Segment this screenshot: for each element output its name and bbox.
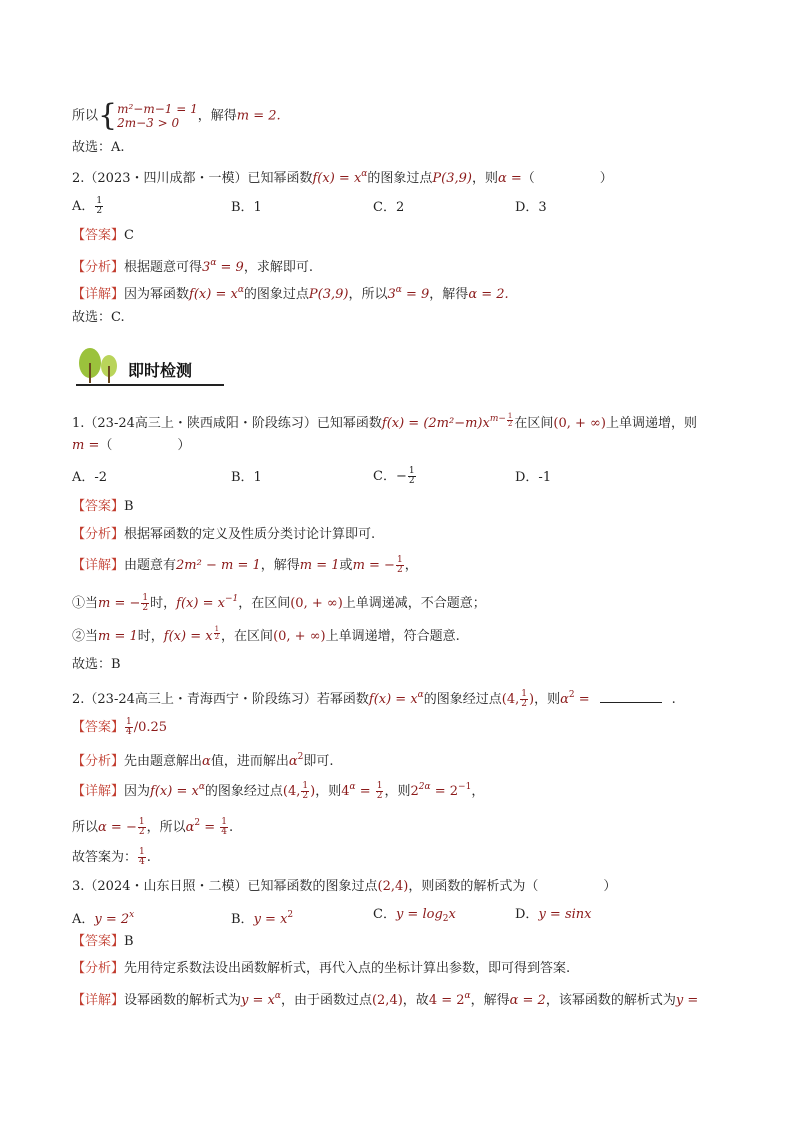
- text: 根据幂函数的定义及性质分类讨论计算即可.: [124, 527, 376, 542]
- text: ，所以: [146, 820, 186, 835]
- math: = 9: [216, 260, 244, 275]
- text: 或: [339, 558, 353, 573]
- fraction: $\frac{1}{2}$: [408, 466, 415, 486]
- math: f(x) = x: [368, 692, 418, 707]
- math: (0, + ∞): [273, 629, 326, 644]
- math: 3: [387, 287, 396, 302]
- text: 值，进而解出: [210, 754, 289, 769]
- fraction: $\frac{1}{2}$: [138, 817, 145, 837]
- math-exponent: −1: [224, 594, 239, 604]
- s1-option-a: A．-2: [72, 470, 108, 485]
- text: ，所以: [348, 287, 388, 302]
- answer-value: B: [124, 934, 134, 949]
- math: =: [574, 692, 590, 707]
- answer-tag: 【答案】: [72, 499, 125, 514]
- s3-option-d: [515, 906, 591, 924]
- s1-detail: 【详解】由题意有2m² − m = 1，解得m = 1或m = − $\frac{1}{2}$ ，: [72, 555, 418, 575]
- text: ，求解即可.: [243, 260, 313, 275]
- math: m = −: [352, 558, 395, 573]
- text: 时，: [137, 629, 164, 644]
- text: 在区间: [514, 416, 554, 431]
- math: (0, + ∞): [290, 596, 343, 611]
- text: .: [671, 692, 676, 707]
- tree-icon: [76, 345, 124, 385]
- math: f(x) = x: [312, 171, 362, 186]
- text: A．: [72, 199, 95, 214]
- answer-tag: 【答案】: [72, 934, 125, 949]
- text: ，该幂函数的解析式为: [545, 993, 676, 1008]
- analysis-tag: 【分析】: [72, 754, 125, 769]
- text: 3.（2024・山东日照・二模）已知幂函数的图象过点: [72, 879, 378, 894]
- math: m = −: [98, 596, 141, 611]
- s2-final: [72, 848, 151, 867]
- section-header: [76, 345, 226, 385]
- q2-detail: 【详解】因为幂函数$f(x) = x^\alpha$的图象过点P(3,9)，所以$3^\alpha = 9$，解得α = 2.: [72, 285, 509, 302]
- text: ，在区间: [221, 629, 274, 644]
- q2-option-b: B．1: [231, 200, 262, 215]
- text: 的图象过点: [367, 171, 433, 186]
- math: α = 2: [509, 993, 546, 1008]
- math: m =: [72, 438, 100, 453]
- text: C．: [373, 907, 396, 922]
- s1-option-c: [373, 467, 417, 486]
- text: 上单调递增，则: [605, 416, 697, 431]
- math: (2,4): [377, 879, 409, 894]
- math: α = 2.: [468, 287, 509, 302]
- text: 即可.: [303, 754, 334, 769]
- math: m = 1: [98, 629, 138, 644]
- analysis-tag: 【分析】: [72, 527, 125, 542]
- math: ): [528, 692, 535, 707]
- fraction: $\frac{1}{2}$: [142, 593, 149, 613]
- fraction: $\frac{1}{2}$: [396, 555, 403, 575]
- text: ，: [471, 784, 485, 799]
- text: 的图象经过点: [204, 784, 283, 799]
- text: ，故: [402, 993, 429, 1008]
- fraction: [95, 197, 103, 216]
- detail-tag: 【详解】: [72, 558, 125, 573]
- q2-option-d: D．3: [515, 200, 547, 215]
- equation-2: 2m−3 > 0: [117, 116, 180, 130]
- math: f(x) = x: [163, 629, 213, 644]
- text: ，则函数的解析式为: [408, 879, 526, 894]
- math: 4 = 2: [428, 993, 465, 1008]
- s1-case1: [72, 590, 486, 613]
- text: ，解得: [470, 993, 510, 1008]
- s3-option-a: A．$y = 2^x$: [72, 910, 135, 927]
- equation-1: m²−m−1 = 1: [117, 102, 198, 116]
- math: y = x: [253, 912, 288, 927]
- math-exponent: m−: [489, 414, 506, 424]
- text: ，由于函数过点: [280, 993, 372, 1008]
- answer-blank[interactable]: [600, 690, 662, 703]
- text: 先用待定系数法设出函数解析式，再代入点的坐标计算出参数，即可得到答案.: [124, 961, 571, 976]
- s1-choose: 故选：B: [72, 657, 121, 672]
- text: 因为: [124, 784, 151, 799]
- brace-icon: {: [98, 98, 118, 133]
- s1-answer: [72, 498, 134, 516]
- s2-stem: 2.（23-24高三上・青海西宁・阶段练习）若幂函数$f(x) = x^\alpha$的图象经过点(4, $\frac{1}{2}$ )，则$\alpha^2$ = .: [72, 689, 676, 709]
- detail-tag: 【详解】: [72, 993, 125, 1008]
- text: ①当: [72, 596, 99, 611]
- text: 2.（2023・四川成都・一模）已知幂函数: [72, 171, 313, 186]
- text: 所以: [72, 108, 99, 124]
- math: m = 2.: [236, 108, 281, 124]
- q2-choose: 故选：C.: [72, 310, 125, 325]
- prev-choose: 故选：A.: [72, 140, 125, 155]
- s3-option-b: B．$y = x^2$: [231, 910, 294, 927]
- text: 根据题意可得: [124, 260, 203, 275]
- text: ，则: [384, 784, 411, 799]
- section-title: 即时检测: [128, 361, 193, 380]
- text: 1.（23-24高三上・陕西咸阳・阶段练习）已知幂函数: [72, 416, 382, 431]
- q2-analysis: 【分析】根据题意可得$3^\alpha = 9$，求解即可.: [72, 258, 313, 275]
- detail-tag: 【详解】: [72, 287, 125, 302]
- math: y = sinx: [538, 907, 592, 922]
- answer-value: /0.25: [133, 720, 168, 735]
- math: α =: [497, 171, 522, 186]
- text: 的图象过点: [243, 287, 309, 302]
- math: m = 1: [299, 558, 340, 573]
- answer-tag: 【答案】: [72, 228, 125, 243]
- s3-detail: 【详解】设幂函数的解析式为$y = x^\alpha$，由于函数过点(2,4)，故$4 = 2^\alpha$，解得α = 2，该幂函数的解析式为y =: [72, 991, 699, 1008]
- math: f(x) = (2m²−m)x: [381, 416, 490, 431]
- s1-stem: [72, 410, 697, 433]
- text: ，解得: [429, 287, 469, 302]
- q2-option-a: [72, 197, 104, 216]
- blank-paren: （ ）: [99, 438, 191, 453]
- math: y = x: [241, 993, 275, 1008]
- math: y = log: [395, 907, 443, 922]
- fraction: $\frac{1}{2}$: [376, 781, 383, 801]
- fraction: $\frac{1}{4}$: [221, 817, 228, 837]
- fraction: $\frac{1}{2}$: [507, 412, 513, 428]
- s3-option-c: C．$y = \log_2x$: [373, 907, 456, 924]
- math: α = −: [98, 820, 137, 835]
- fraction: $\frac{1}{2}$: [302, 781, 309, 801]
- text: A．: [72, 912, 95, 927]
- s2-so: 所以α = − $\frac{1}{2}$ ，所以$\alpha^2$ = $\frac{1}{4}$ .: [72, 817, 234, 837]
- blank-paren: （ ）: [525, 879, 617, 894]
- s3-analysis: [72, 960, 570, 978]
- section-underline: [76, 384, 224, 386]
- s1-option-d: D．-1: [515, 470, 552, 485]
- math: P(3,9): [308, 287, 349, 302]
- math: α: [185, 820, 195, 835]
- math: y = 2: [94, 912, 130, 927]
- math: f(x) = x: [150, 784, 199, 799]
- s1-analysis: [72, 526, 375, 544]
- fraction: $\frac{1}{2}$: [521, 689, 527, 709]
- text: 所以: [72, 820, 99, 835]
- math: α: [560, 692, 569, 707]
- text: ，则: [471, 171, 498, 186]
- blank-paren: （ ）: [521, 171, 613, 186]
- answer-value: C: [124, 228, 134, 243]
- math: α: [202, 754, 211, 769]
- math: 3: [202, 260, 211, 275]
- text: ，在区间: [238, 596, 291, 611]
- s1-option-b: B．1: [231, 470, 262, 485]
- text: 设幂函数的解析式为: [124, 993, 242, 1008]
- text: 时，: [150, 596, 177, 611]
- answer-tag: 【答案】: [72, 720, 125, 735]
- math: (4,: [501, 692, 520, 707]
- math: 2m² − m = 1: [176, 558, 261, 573]
- math: = 9: [401, 287, 430, 302]
- text: .: [146, 850, 151, 865]
- text: ②当: [72, 629, 99, 644]
- s3-answer: [72, 933, 134, 951]
- analysis-tag: 【分析】: [72, 260, 125, 275]
- text: ，则: [315, 784, 342, 799]
- equation-system: [117, 102, 198, 130]
- analysis-tag: 【分析】: [72, 961, 125, 976]
- text: C．−: [373, 469, 407, 484]
- text: 先由题意解出: [124, 754, 203, 769]
- text: ，解得: [260, 558, 300, 573]
- text: 的图象经过点: [423, 692, 502, 707]
- text: 上单调递增，符合题意.: [325, 629, 460, 644]
- answer-value: B: [124, 499, 134, 514]
- prev-system-line: [72, 98, 281, 133]
- s1-case2: [72, 626, 460, 646]
- s3-stem: [72, 878, 616, 896]
- text: ，解得: [197, 108, 237, 124]
- q2-stem: 2.（2023・四川成都・一模）已知幂函数$f(x) = x^\alpha$的图象过点P(3,9)，则α =（ ）: [72, 169, 613, 186]
- text: 因为幂函数: [124, 287, 190, 302]
- s2-answer: [72, 718, 167, 737]
- math: y =: [675, 993, 699, 1008]
- text: D．: [515, 907, 539, 922]
- text: B．: [231, 912, 254, 927]
- s2-analysis: 【分析】先由题意解出α值，进而解出$\alpha^2$即可.: [72, 752, 334, 769]
- q2-option-c: C．2: [373, 200, 405, 215]
- fraction: $\frac{1}{4}$: [126, 717, 132, 737]
- math: f(x) = x: [189, 287, 238, 302]
- num: 1: [96, 196, 103, 206]
- s2-detail: 【详解】因为$f(x) = x^\alpha$的图象经过点(4, $\frac{1}{2}$ )，则$4^\alpha$ = $\frac{1}{2}$ ，则$2^{2\alpha} = 2^{-1}$，: [72, 781, 485, 801]
- math: P(3,9): [432, 171, 472, 186]
- math: (0, + ∞): [553, 416, 606, 431]
- text: 由题意有: [124, 558, 177, 573]
- text: 2.（23-24高三上・青海西宁・阶段练习）若幂函数: [72, 692, 369, 707]
- text: ，则: [534, 692, 561, 707]
- math: f(x) = x: [176, 596, 225, 611]
- text: 上单调递减，不合题意；: [342, 596, 486, 611]
- detail-tag: 【详解】: [72, 784, 125, 799]
- q2-answer: [72, 227, 134, 245]
- fraction: $\frac{1}{4}$: [139, 847, 145, 867]
- math: (2,4): [371, 993, 403, 1008]
- text: 故答案为：: [72, 850, 138, 865]
- s1-stem-2: [72, 437, 190, 455]
- den: 2: [96, 206, 103, 216]
- fraction: $\frac{1}{2}$: [214, 625, 220, 641]
